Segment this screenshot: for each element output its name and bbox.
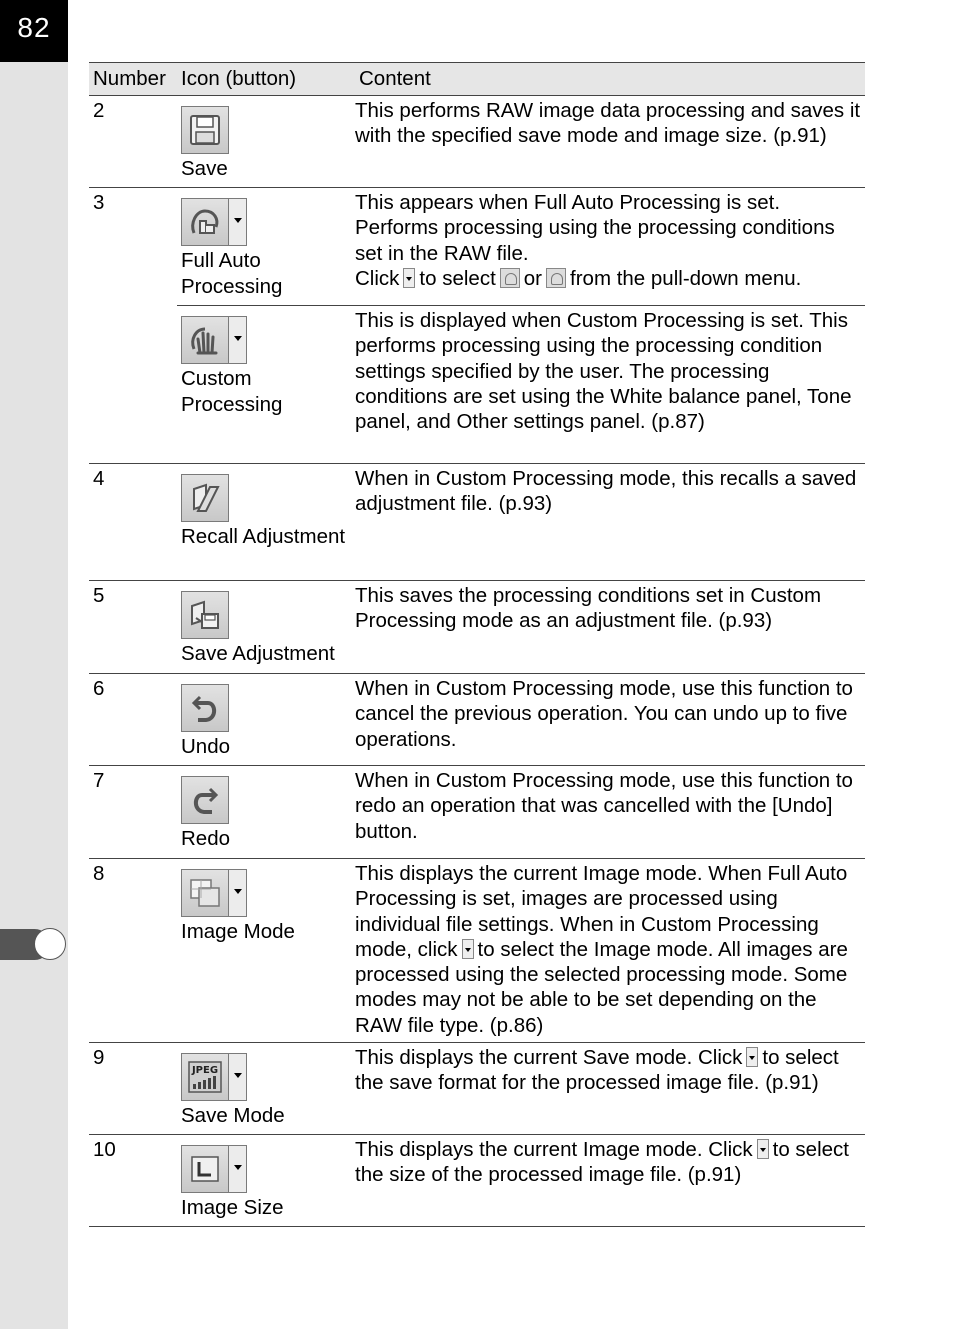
row-content: This displays the current Save mode. Click to select the save format for the processed image file. (p.91) [355,1043,865,1135]
table-row [89,581,865,674]
button-label: Image Mode [181,920,295,944]
row-number: 2 [89,96,177,188]
page-number-box [0,0,68,62]
table-row [89,766,865,859]
save-mode-icon-text: JPEG [191,1065,219,1077]
row-content: This displays the current Image mode. When Full Auto Processing is set, images are processed using individual file settings. When in Custom Processing mode, click to select the Image mode. All images are processed using the selected processing mode. Some modes may not be able to be set depending on the RAW file type. (p.86) [355,859,865,1043]
table-row [89,464,865,581]
undo-button[interactable] [181,684,229,732]
button-label: Custom Processing [181,367,283,416]
save-mode-button[interactable] [181,1053,247,1101]
save-adjustment-icon [181,591,229,639]
redo-icon [181,776,229,824]
row-content: This displays the current Image mode. Click to select the size of the processed image file. (p.91) [355,1135,865,1227]
header-icon: Icon (button) [177,63,355,96]
image-size-icon [181,1145,229,1193]
row-content: This is displayed when Custom Processing is set. This performs processing using the processing condition settings specified by the user. The processing conditions are set using the White balance panel, Tone panel, and Other settings panel. (p.87) [355,306,865,464]
image-mode-button[interactable] [181,869,247,917]
button-label: Recall Adjustment [181,525,346,549]
custom-processing-dropdown[interactable] [229,316,247,364]
row-content: This appears when Full Auto Processing is set. Performs processing using the processing conditions set in the RAW file. Click to select or from the pull-down menu. [355,188,865,306]
full-auto-processing-dropdown[interactable] [229,198,247,246]
row-number [89,306,177,464]
save-mode-dropdown[interactable] [229,1053,247,1101]
recall-adjustment-icon [181,474,229,522]
table-row [89,1043,865,1135]
save-mode-icon [181,1053,229,1101]
section-tab-dot [34,928,66,960]
table-row [89,96,865,188]
custom-processing-icon [181,316,229,364]
custom-processing-icon [546,268,566,288]
page-number: 82 [17,12,51,43]
dropdown-arrow-icon [403,268,415,288]
button-label: Save Mode [181,1104,285,1128]
redo-button[interactable] [181,776,229,824]
row-content: This saves the processing conditions set in Custom Processing mode as an adjustment file. (p.93) [355,581,865,674]
button-label: Save Adjustment [181,642,335,666]
button-label: Save [181,157,228,181]
table-header-row [89,63,865,96]
full-auto-processing-icon [181,198,229,246]
image-size-button[interactable] [181,1145,247,1193]
undo-icon [181,684,229,732]
dropdown-arrow-icon [462,939,474,959]
table-row [89,1135,865,1227]
row-content: When in Custom Processing mode, use this function to cancel the previous operation. You can undo up to five operations. [355,674,865,766]
save-adjustment-button[interactable] [181,591,229,639]
row-number: 9 [89,1043,177,1135]
save-icon [181,106,229,154]
button-label: Redo [181,827,231,851]
icon-table [89,62,865,1227]
header-number: Number [89,63,177,96]
full-auto-processing-button[interactable] [181,198,247,246]
row-content: When in Custom Processing mode, use this function to redo an operation that was cancelled with the [Undo] button. [355,766,865,859]
custom-processing-button[interactable] [181,316,247,364]
button-label: Image Size [181,1196,284,1220]
side-band [0,0,68,1329]
recall-adjustment-button[interactable] [181,474,229,522]
row-number: 4 [89,464,177,581]
image-mode-dropdown[interactable] [229,869,247,917]
dropdown-arrow-icon [746,1047,758,1067]
row-number: 3 [93,191,105,214]
row-number: 7 [89,766,177,859]
table-row [89,674,865,766]
row-content: This performs RAW image data processing and saves it with the specified save mode and image size. (p.91) [355,96,865,188]
header-content: Content [355,63,865,96]
full-auto-processing-icon [500,268,520,288]
row-number: 6 [89,674,177,766]
row-number: 10 [89,1135,177,1227]
dropdown-arrow-icon [757,1139,769,1159]
button-label: Undo [181,735,231,759]
row-number: 5 [89,581,177,674]
button-label: Full Auto Processing [181,249,283,298]
row-number: 8 [89,859,177,1043]
table-row [89,306,865,464]
table-row [89,188,865,306]
image-mode-icon [181,869,229,917]
save-button[interactable] [181,106,229,154]
row-content: When in Custom Processing mode, this recalls a saved adjustment file. (p.93) [355,464,865,581]
image-size-dropdown[interactable] [229,1145,247,1193]
table-row [89,859,865,1043]
